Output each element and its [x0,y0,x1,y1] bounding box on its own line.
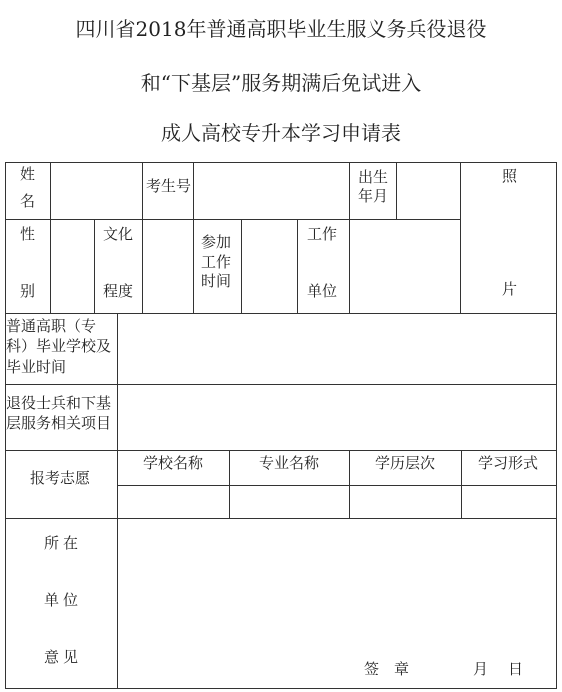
photo-cell[interactable] [460,162,557,314]
school-name-label: 学校名称 [143,454,204,472]
month-label: 月 [473,660,489,678]
major-name-value[interactable] [229,485,350,519]
education-value-cell[interactable] [142,219,194,314]
work-unit-label-1: 工作 [307,225,338,243]
service-value-cell[interactable] [117,384,557,451]
gender-label-1: 性 [20,225,36,243]
apply-label: 报考志愿 [30,469,91,487]
study-mode-value[interactable] [461,485,557,519]
gender-label-2: 别 [20,282,36,300]
form-title-line-2: 和“下基层”服务期满后免试进入 [140,71,422,95]
form-title-line-1: 四川省2018年普通高职毕业生服义务兵役退役 [75,17,487,41]
work-unit-label-2: 单位 [307,282,338,300]
opinion-label-3: 意见 [44,648,83,666]
birth-label-cell [349,162,397,220]
education-label-1: 文化 [103,225,134,243]
exam-no-label-cell [142,162,194,220]
school-name-header [117,450,230,486]
gender-label-cell [5,219,51,314]
name-value-cell[interactable] [50,162,143,220]
service-label-cell [5,384,118,451]
education-label-cell [94,219,143,314]
photo-label-1: 照 [502,167,518,185]
exam-no-value-cell[interactable] [193,162,350,220]
college-label-cell [5,313,118,385]
join-work-label-cell [193,219,242,314]
opinion-label-cell [5,518,118,689]
college-value-cell[interactable] [117,313,557,385]
seal-label: 签 章 [364,660,410,678]
college-label: 普通高职（专科）毕业学校及毕业时间 [6,317,112,376]
birth-label-2: 年月 [358,187,389,205]
edu-level-value[interactable] [349,485,462,519]
name-label-cell [5,162,51,220]
major-name-header [229,450,350,486]
birth-value-cell[interactable] [396,162,461,220]
edu-level-header [349,450,462,486]
join-work-value-cell[interactable] [241,219,298,314]
photo-label-2: 片 [502,280,518,298]
join-work-label: 参加工作时间 [201,233,232,290]
work-unit-value-cell[interactable] [349,219,461,314]
birth-label-1: 出生 [358,168,389,186]
gender-value-cell[interactable] [50,219,95,314]
form-title-line-3: 成人高校专升本学习申请表 [161,121,401,145]
opinion-label-2: 单位 [44,591,83,609]
apply-label-cell [5,450,118,519]
major-name-label: 专业名称 [259,454,320,472]
opinion-value-cell[interactable] [117,518,557,689]
school-name-value[interactable] [117,485,230,519]
study-mode-header [461,450,557,486]
edu-level-label: 学历层次 [375,454,436,472]
work-unit-label-cell [297,219,350,314]
name-label-1: 姓 [20,165,36,183]
day-label: 日 [508,660,524,678]
study-mode-label: 学习形式 [478,454,539,472]
service-label: 退役士兵和下基层服务相关项目 [6,394,112,433]
education-label-2: 程度 [103,282,134,300]
name-label-2: 名 [20,192,36,210]
exam-no-label: 考生号 [146,177,192,195]
opinion-label-1: 所在 [44,534,83,552]
